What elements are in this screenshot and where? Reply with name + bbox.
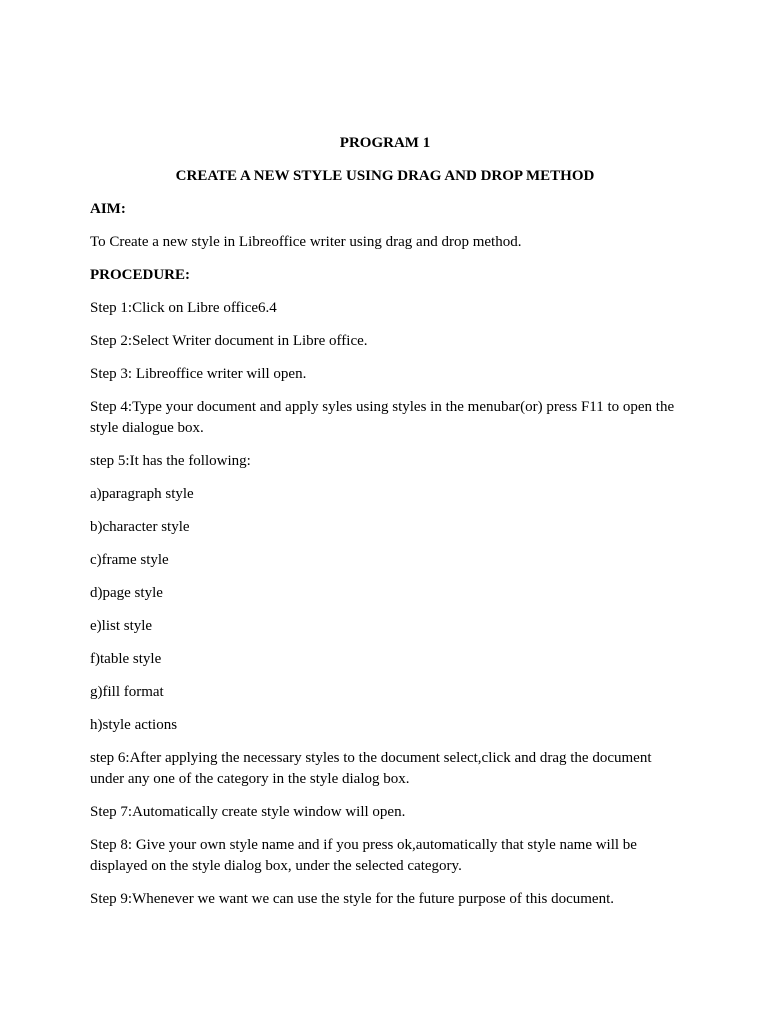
step-2: Step 2:Select Writer document in Libre office. <box>90 333 368 349</box>
list-item-frame-style: c)frame style <box>90 552 169 568</box>
list-item-character-style: b)character style <box>90 519 190 535</box>
list-item-fill-format: g)fill format <box>90 684 164 700</box>
main-title: CREATE A NEW STYLE USING DRAG AND DROP METHOD <box>175 168 595 184</box>
step-3: Step 3: Libreoffice writer will open. <box>90 366 307 382</box>
step-1: Step 1:Click on Libre office6.4 <box>90 300 277 316</box>
procedure-heading: PROCEDURE: <box>90 267 190 283</box>
list-item-page-style: d)page style <box>90 585 163 601</box>
style-list <box>90 484 680 736</box>
step-6: step 6:After applying the necessary styles to the document select,click and drag the document under any one of the category in the style dialog box. <box>90 750 652 787</box>
step-7: Step 7:Automatically create style window will open. <box>90 804 406 820</box>
document-body <box>90 133 680 922</box>
step-5: step 5:It has the following: <box>90 453 251 469</box>
step-8: Step 8: Give your own style name and if you press ok,automatically that style name will be displayed on the style dialog box, under the selected category. <box>90 837 637 874</box>
list-item-table-style: f)table style <box>90 651 162 667</box>
list-item-list-style: e)list style <box>90 618 153 634</box>
aim-text: To Create a new style in Libreoffice writer using drag and drop method. <box>90 234 522 250</box>
aim-heading: AIM: <box>90 201 126 217</box>
program-title: PROGRAM 1 <box>339 135 431 151</box>
step-4: Step 4:Type your document and apply syles using styles in the menubar(or) press F11 to open the style dialogue box. <box>90 399 675 436</box>
step-9: Step 9:Whenever we want we can use the style for the future purpose of this document. <box>90 891 615 907</box>
list-item-style-actions: h)style actions <box>90 717 178 733</box>
list-item-paragraph-style: a)paragraph style <box>90 486 194 502</box>
